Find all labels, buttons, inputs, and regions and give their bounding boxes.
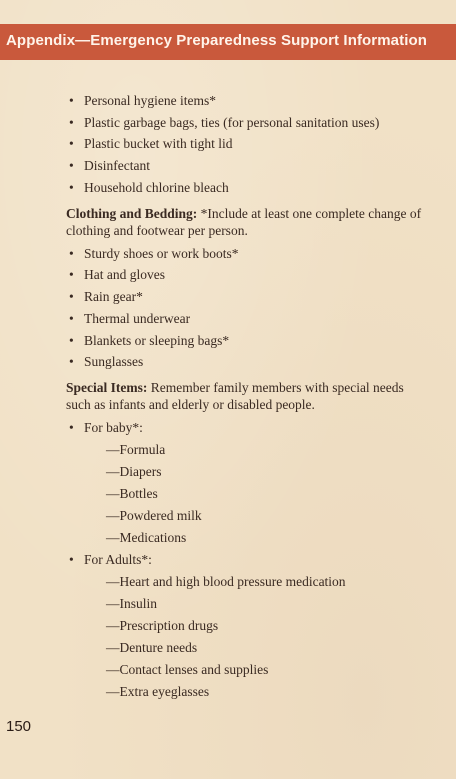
- list-item: [66, 310, 428, 328]
- page-number: 150: [6, 718, 32, 735]
- list-item: [66, 114, 428, 132]
- list-item: [66, 266, 428, 284]
- list-item-text: Blankets or sleeping bags*: [84, 332, 230, 348]
- bullet-icon: •: [69, 136, 74, 152]
- list-item: [66, 332, 428, 350]
- list-item: [66, 92, 428, 110]
- sub-list-item: —Extra eyeglasses: [106, 684, 210, 700]
- list-item: [66, 288, 428, 306]
- special-items-intro: Remember family members with special needs such as infants and elderly or disabled people.: [66, 380, 404, 413]
- bullet-icon: •: [69, 332, 74, 348]
- list-item-text: Sunglasses: [84, 354, 144, 370]
- bullet-icon: •: [69, 179, 74, 195]
- sub-list-item: —Formula: [106, 442, 166, 458]
- bullet-icon: •: [69, 420, 74, 436]
- list-item: [66, 353, 428, 371]
- sub-list-item: —Bottles: [106, 486, 158, 502]
- bullet-icon: •: [69, 289, 74, 305]
- bullet-icon: •: [69, 310, 74, 326]
- clothing-paragraph: [66, 205, 428, 239]
- clothing-heading: Clothing and Bedding:: [66, 205, 198, 221]
- list-item-adults: [66, 551, 428, 701]
- sub-list-item: —Insulin: [106, 596, 158, 612]
- list-item-text: Sturdy shoes or work boots*: [84, 245, 239, 261]
- baby-label: For baby*:: [84, 420, 143, 436]
- list-item: [66, 157, 428, 175]
- bullet-icon: •: [69, 354, 74, 370]
- sub-list-item: —Denture needs: [106, 640, 198, 656]
- list-item-text: Hat and gloves: [84, 267, 165, 283]
- list-item: [66, 135, 428, 153]
- list-item: [66, 179, 428, 197]
- sub-list-item: —Contact lenses and supplies: [106, 662, 269, 678]
- bullet-icon: •: [69, 158, 74, 174]
- special-items-heading: Special Items:: [66, 380, 148, 396]
- sub-list-item: —Diapers: [106, 464, 162, 480]
- content: [66, 92, 428, 705]
- clothing-intro: *Include at least one complete change of clothing and footwear per person.: [66, 205, 422, 238]
- special-items-paragraph: [66, 379, 428, 413]
- list-item-baby: [66, 419, 428, 547]
- list-item-text: Personal hygiene items*: [84, 93, 216, 108]
- special-items-list: [66, 419, 428, 701]
- clothing-list: [66, 245, 428, 371]
- sub-list-item: —Powdered milk: [106, 508, 202, 524]
- list-item-text: Plastic bucket with tight lid: [84, 136, 233, 152]
- sub-list-item: —Medications: [106, 530, 187, 546]
- sub-list-item: —Heart and high blood pressure medication: [106, 574, 346, 590]
- bullet-icon: •: [69, 552, 74, 568]
- list-item-text: Plastic garbage bags, ties (for personal sanitation uses): [84, 114, 380, 130]
- adults-label: For Adults*:: [84, 552, 152, 568]
- sub-list-item: —Prescription drugs: [106, 618, 219, 634]
- sanitation-list: [66, 92, 428, 197]
- list-item-text: Rain gear*: [84, 289, 143, 305]
- list-item: [66, 245, 428, 263]
- bullet-icon: •: [69, 245, 74, 261]
- list-item-text: Household chlorine bleach: [84, 179, 229, 195]
- page-title: Appendix—Emergency Preparedness Support Information: [6, 32, 428, 49]
- adult-items-list: [84, 573, 428, 701]
- list-item-text: Disinfectant: [84, 158, 150, 174]
- list-item-text: Thermal underwear: [84, 310, 191, 326]
- baby-items-list: [84, 441, 428, 547]
- bullet-icon: •: [69, 93, 74, 108]
- bullet-icon: •: [69, 267, 74, 283]
- bullet-icon: •: [69, 114, 74, 130]
